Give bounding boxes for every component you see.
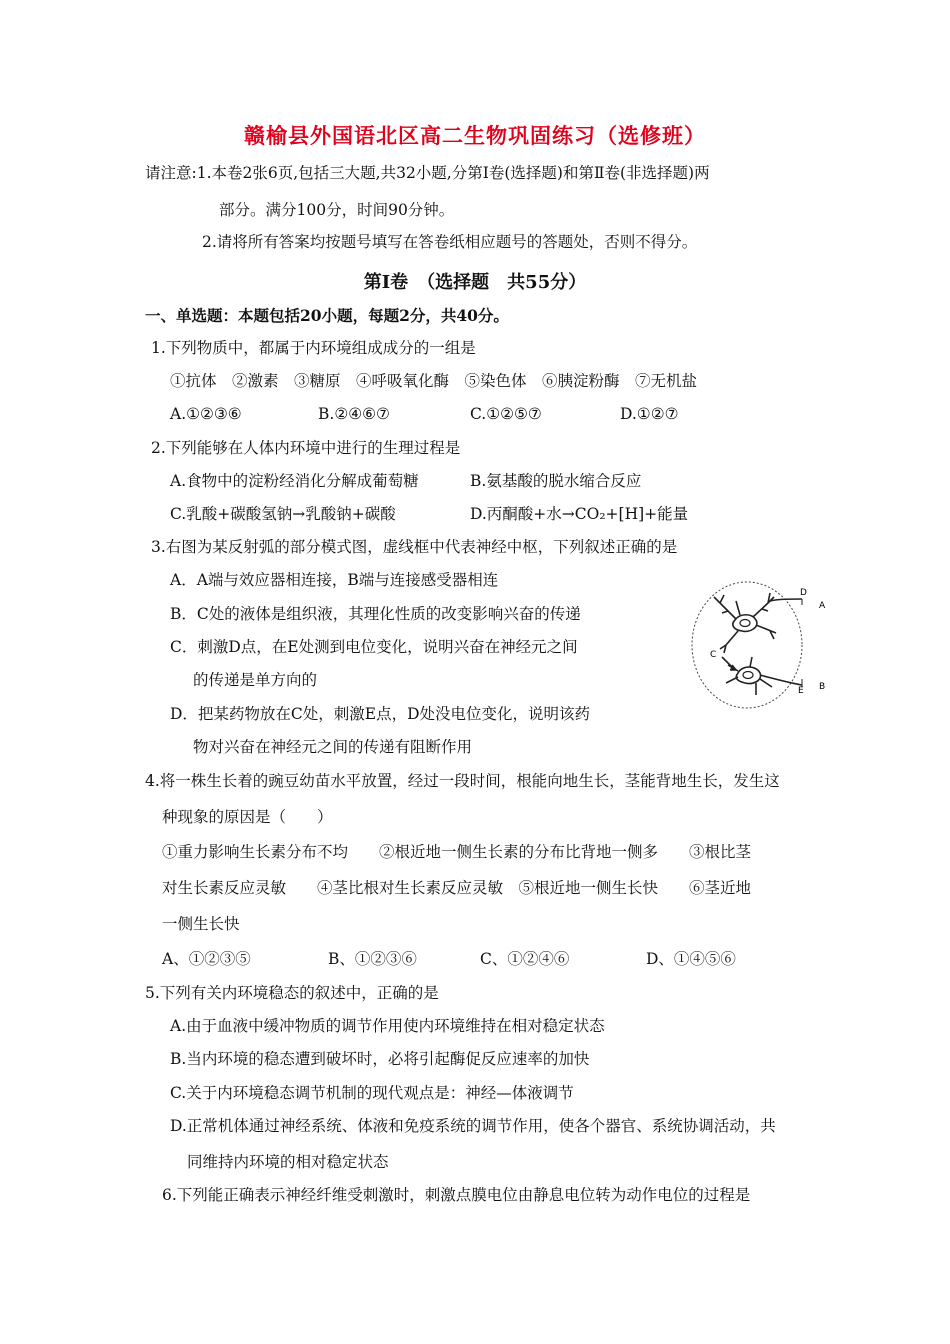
q4-option-d: D、①④⑤⑥ bbox=[646, 950, 736, 968]
q4-option-c: C、①②④⑥ bbox=[480, 950, 570, 968]
q4-line-1: 4.将一株生长着的豌豆幼苗水平放置，经过一段时间，根能向地生长，茎能背地生长，发生这 bbox=[145, 772, 780, 790]
q1-stem: 1.下列物质中，都属于内环境组成成分的一组是 bbox=[151, 339, 476, 357]
q5-option-c: C.关于内环境稳态调节机制的现代观点是：神经—体液调节 bbox=[170, 1084, 574, 1102]
q2-option-b: B.氨基酸的脱水缩合反应 bbox=[470, 472, 642, 490]
part1-heading: 一、单选题：本题包括20小题，每题2分，共40分。 bbox=[145, 306, 509, 325]
q2-option-a: A.食物中的淀粉经消化分解成葡萄糖 bbox=[170, 472, 419, 490]
notice-line-2: 部分。满分100分，时间90分钟。 bbox=[219, 201, 455, 219]
nerve-center-boundary bbox=[692, 582, 802, 708]
q4-line-4: 对生长素反应灵敏 ④茎比根对生长素反应灵敏 ⑤根近地一侧生长快 ⑥茎近地 bbox=[162, 879, 752, 897]
q5-stem: 5.下列有关内环境稳态的叙述中，正确的是 bbox=[145, 984, 439, 1002]
q4-line-5: 一侧生长快 bbox=[162, 915, 240, 933]
notice-line-1: 请注意:1.本卷2张6页,包括三大题,共32小题,分第Ⅰ卷(选择题)和第Ⅱ卷(非选择题)两 bbox=[145, 164, 710, 182]
q2-option-c: C.乳酸+碳酸氢钠→乳酸钠+碳酸 bbox=[170, 505, 396, 523]
notice-line-3: 2.请将所有答案均按题号填写在答卷纸相应题号的答题处，否则不得分。 bbox=[202, 233, 698, 251]
q5-option-a: A.由于血液中缓冲物质的调节作用使内环境维持在相对稳定状态 bbox=[170, 1017, 605, 1035]
q4-option-b: B、①②③⑥ bbox=[328, 950, 417, 968]
q1-option-c: C.①②⑤⑦ bbox=[470, 405, 542, 423]
q1-option-d: D.①②⑦ bbox=[620, 405, 679, 423]
section-title: 第Ⅰ卷 （选择题 共55分） bbox=[363, 272, 587, 293]
q1-option-a: A.①②③⑥ bbox=[170, 405, 242, 423]
q1-option-b: B.②④⑥⑦ bbox=[318, 405, 390, 423]
q4-option-a: A、①②③⑤ bbox=[162, 950, 251, 968]
q3-option-d-line1: D．把某药物放在C处，刺激E点，D处没电位变化，说明该药 bbox=[170, 705, 591, 723]
q6-stem: 6.下列能正确表示神经纤维受刺激时，刺激点膜电位由静息电位转为动作电位的过程是 bbox=[162, 1186, 751, 1204]
q3-option-c-line1: C．刺激D点，在E处测到电位变化，说明兴奋在神经元之间 bbox=[170, 638, 578, 656]
q5-option-b: B.当内环境的稳态遭到破坏时，必将引起酶促反应速率的加快 bbox=[170, 1050, 590, 1068]
q4-line-2: 种现象的原因是（ ） bbox=[162, 808, 333, 826]
label-d: D bbox=[800, 588, 807, 598]
q3-option-a: A．A端与效应器相连接，B端与连接感受器相连 bbox=[170, 571, 499, 589]
q3-option-c-line2: 的传递是单方向的 bbox=[193, 671, 318, 689]
q3-option-b: B．C处的液体是组织液，其理化性质的改变影响兴奋的传递 bbox=[170, 605, 581, 623]
label-b: B bbox=[819, 682, 826, 692]
q5-option-d-line1: D.正常机体通过神经系统、体液和免疫系统的调节作用，使各个器官、系统协调活动，共 bbox=[170, 1117, 776, 1135]
q1-items: ①抗体 ②激素 ③糖原 ④呼吸氧化酶 ⑤染色体 ⑥胰淀粉酶 ⑦无机盐 bbox=[170, 372, 698, 390]
upper-neuron bbox=[714, 593, 802, 653]
label-c: C bbox=[710, 650, 717, 660]
reflex-arc-figure bbox=[690, 575, 840, 715]
label-a: A bbox=[819, 601, 826, 611]
q3-option-d-line2: 物对兴奋在神经元之间的传递有阻断作用 bbox=[193, 738, 473, 756]
lower-neuron bbox=[722, 657, 802, 695]
q2-option-d: D.丙酮酸+水→CO₂+[H]+能量 bbox=[470, 505, 689, 523]
q2-stem: 2.下列能够在人体内环境中进行的生理过程是 bbox=[151, 439, 461, 457]
q3-stem: 3.右图为某反射弧的部分模式图，虚线框中代表神经中枢，下列叙述正确的是 bbox=[151, 538, 678, 556]
label-e: E bbox=[798, 686, 804, 696]
q4-line-3: ①重力影响生长素分布不均 ②根近地一侧生长素的分布比背地一侧多 ③根比茎 bbox=[162, 843, 752, 861]
q5-option-d-line2: 同维持内环境的相对稳定状态 bbox=[187, 1153, 389, 1171]
document-title: 赣榆县外国语北区高二生物巩固练习（选修班） bbox=[244, 124, 706, 148]
